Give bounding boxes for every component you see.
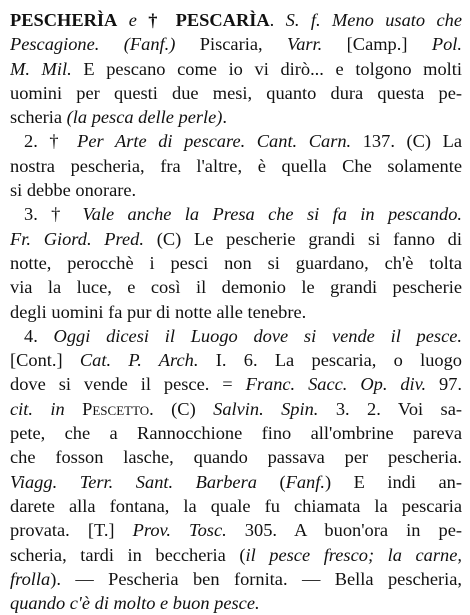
text-line [10, 470, 462, 494]
text-run: Piscaria, [175, 34, 287, 55]
text-run: uomini per questi due mesi, quanto dura questa pe- [10, 82, 462, 103]
text-run: scheria [10, 107, 67, 128]
text-run: il pesce fresco; la carne, [245, 544, 462, 565]
text-run: ( [256, 471, 286, 492]
text-run: cit. in [10, 398, 83, 419]
text-line [10, 227, 462, 251]
text-line [10, 129, 462, 153]
text-run: nostra pescheria, fra l'altre, è quella Che solamente [10, 155, 462, 176]
text-run: † PESCARÌA [148, 10, 270, 30]
text-run: PESCHERÌA [10, 10, 118, 30]
text-line [10, 372, 462, 396]
text-run: M. Mil. [10, 58, 72, 79]
text-line [10, 202, 462, 226]
text-run: frolla [10, 568, 51, 589]
text-run: Vale anche la Presa che si fa in pescando. [82, 204, 462, 225]
text-run: Cat. P. Arch. [79, 350, 199, 371]
text-run: . [269, 10, 286, 30]
text-line [10, 8, 462, 32]
text-run: 2. † [24, 131, 78, 152]
text-run: S. f. Meno usato che [285, 10, 462, 30]
text-line [10, 105, 462, 129]
text-run: e [117, 10, 149, 30]
text-run: . (C) [149, 398, 214, 419]
text-run: Salvin. Spin. [213, 398, 319, 419]
text-line [10, 348, 462, 372]
text-run: Pol. [431, 34, 462, 55]
text-run: che fosson lasche, quando passava per pescheria. [10, 447, 462, 468]
text-run: . [222, 107, 228, 128]
text-run: Pescetto [82, 398, 150, 419]
text-run: Pescagione. (Fanf.) [10, 34, 176, 55]
text-line [10, 300, 462, 324]
text-run: Per Arte di pescare. Cant. Carn. [77, 131, 352, 152]
text-run: Varr. [287, 34, 323, 55]
text-run: I. 6. La pescaria, o luogo [198, 350, 462, 371]
text-run: 97. [426, 374, 462, 395]
text-line [10, 57, 462, 81]
text-line [10, 421, 462, 445]
text-line [10, 445, 462, 469]
text-run: 137. (C) La [351, 131, 462, 152]
text-run: E pescano come io vi dirò... e tolgono molti [71, 58, 462, 79]
text-run: darete alla fontana, la quale fu chiamata la pescaria [10, 495, 462, 516]
text-run: (la pesca delle perle) [66, 107, 223, 128]
text-run: dove si vende il pesce. = [10, 374, 246, 395]
text-line [10, 567, 462, 591]
text-run: quando c'è di molto e buon pesce. [10, 593, 260, 614]
text-line [10, 275, 462, 299]
text-run: notte, perocchè i pesci non si guardano, ch'è tolta [10, 252, 462, 273]
text-run: Viagg. Terr. Sant. Barbera [10, 471, 257, 492]
text-line [10, 178, 462, 202]
text-line [10, 518, 462, 542]
text-run: provata. [T.] [10, 520, 133, 541]
text-run: (C) Le pescherie grandi si fanno di [143, 228, 462, 249]
text-run: Prov. Tosc. [132, 520, 227, 541]
text-line [10, 154, 462, 178]
text-run: si debbe onorare. [10, 180, 137, 201]
text-run: Franc. Sacc. Op. div. [245, 374, 427, 395]
text-run: ). — Pescheria ben fornita. — Bella pescheria, [50, 568, 462, 589]
text-run: pete, che a Rannocchione fino all'ombrine pareva [10, 423, 462, 444]
text-line [10, 251, 462, 275]
text-run: 4. [24, 325, 54, 346]
text-run: via la luce, e così il demonio le grandi pescherie [10, 277, 462, 298]
text-run: [Cont.] [10, 350, 80, 371]
text-run: Fanf. [285, 471, 325, 492]
text-run: 305. A buon'ora in pe- [226, 520, 462, 541]
text-run: 3. 2. Voi sa- [318, 398, 462, 419]
text-run: ) E indi an- [324, 471, 462, 492]
text-line [10, 81, 462, 105]
text-run: scheria, tardi in beccheria ( [10, 544, 246, 565]
text-line [10, 543, 462, 567]
text-line [10, 494, 462, 518]
text-line [10, 32, 462, 56]
text-run: 3. † [24, 204, 83, 225]
text-run: Oggi dicesi il Luogo dove si vende il pesce. [53, 325, 462, 346]
text-line [10, 324, 462, 348]
text-run: Fr. Giord. Pred. [10, 228, 144, 249]
text-run: [Camp.] [322, 34, 432, 55]
text-line [10, 591, 462, 615]
text-line [10, 397, 462, 421]
text-run: degli uomini fa pur di notte alle tenebre. [10, 301, 307, 322]
